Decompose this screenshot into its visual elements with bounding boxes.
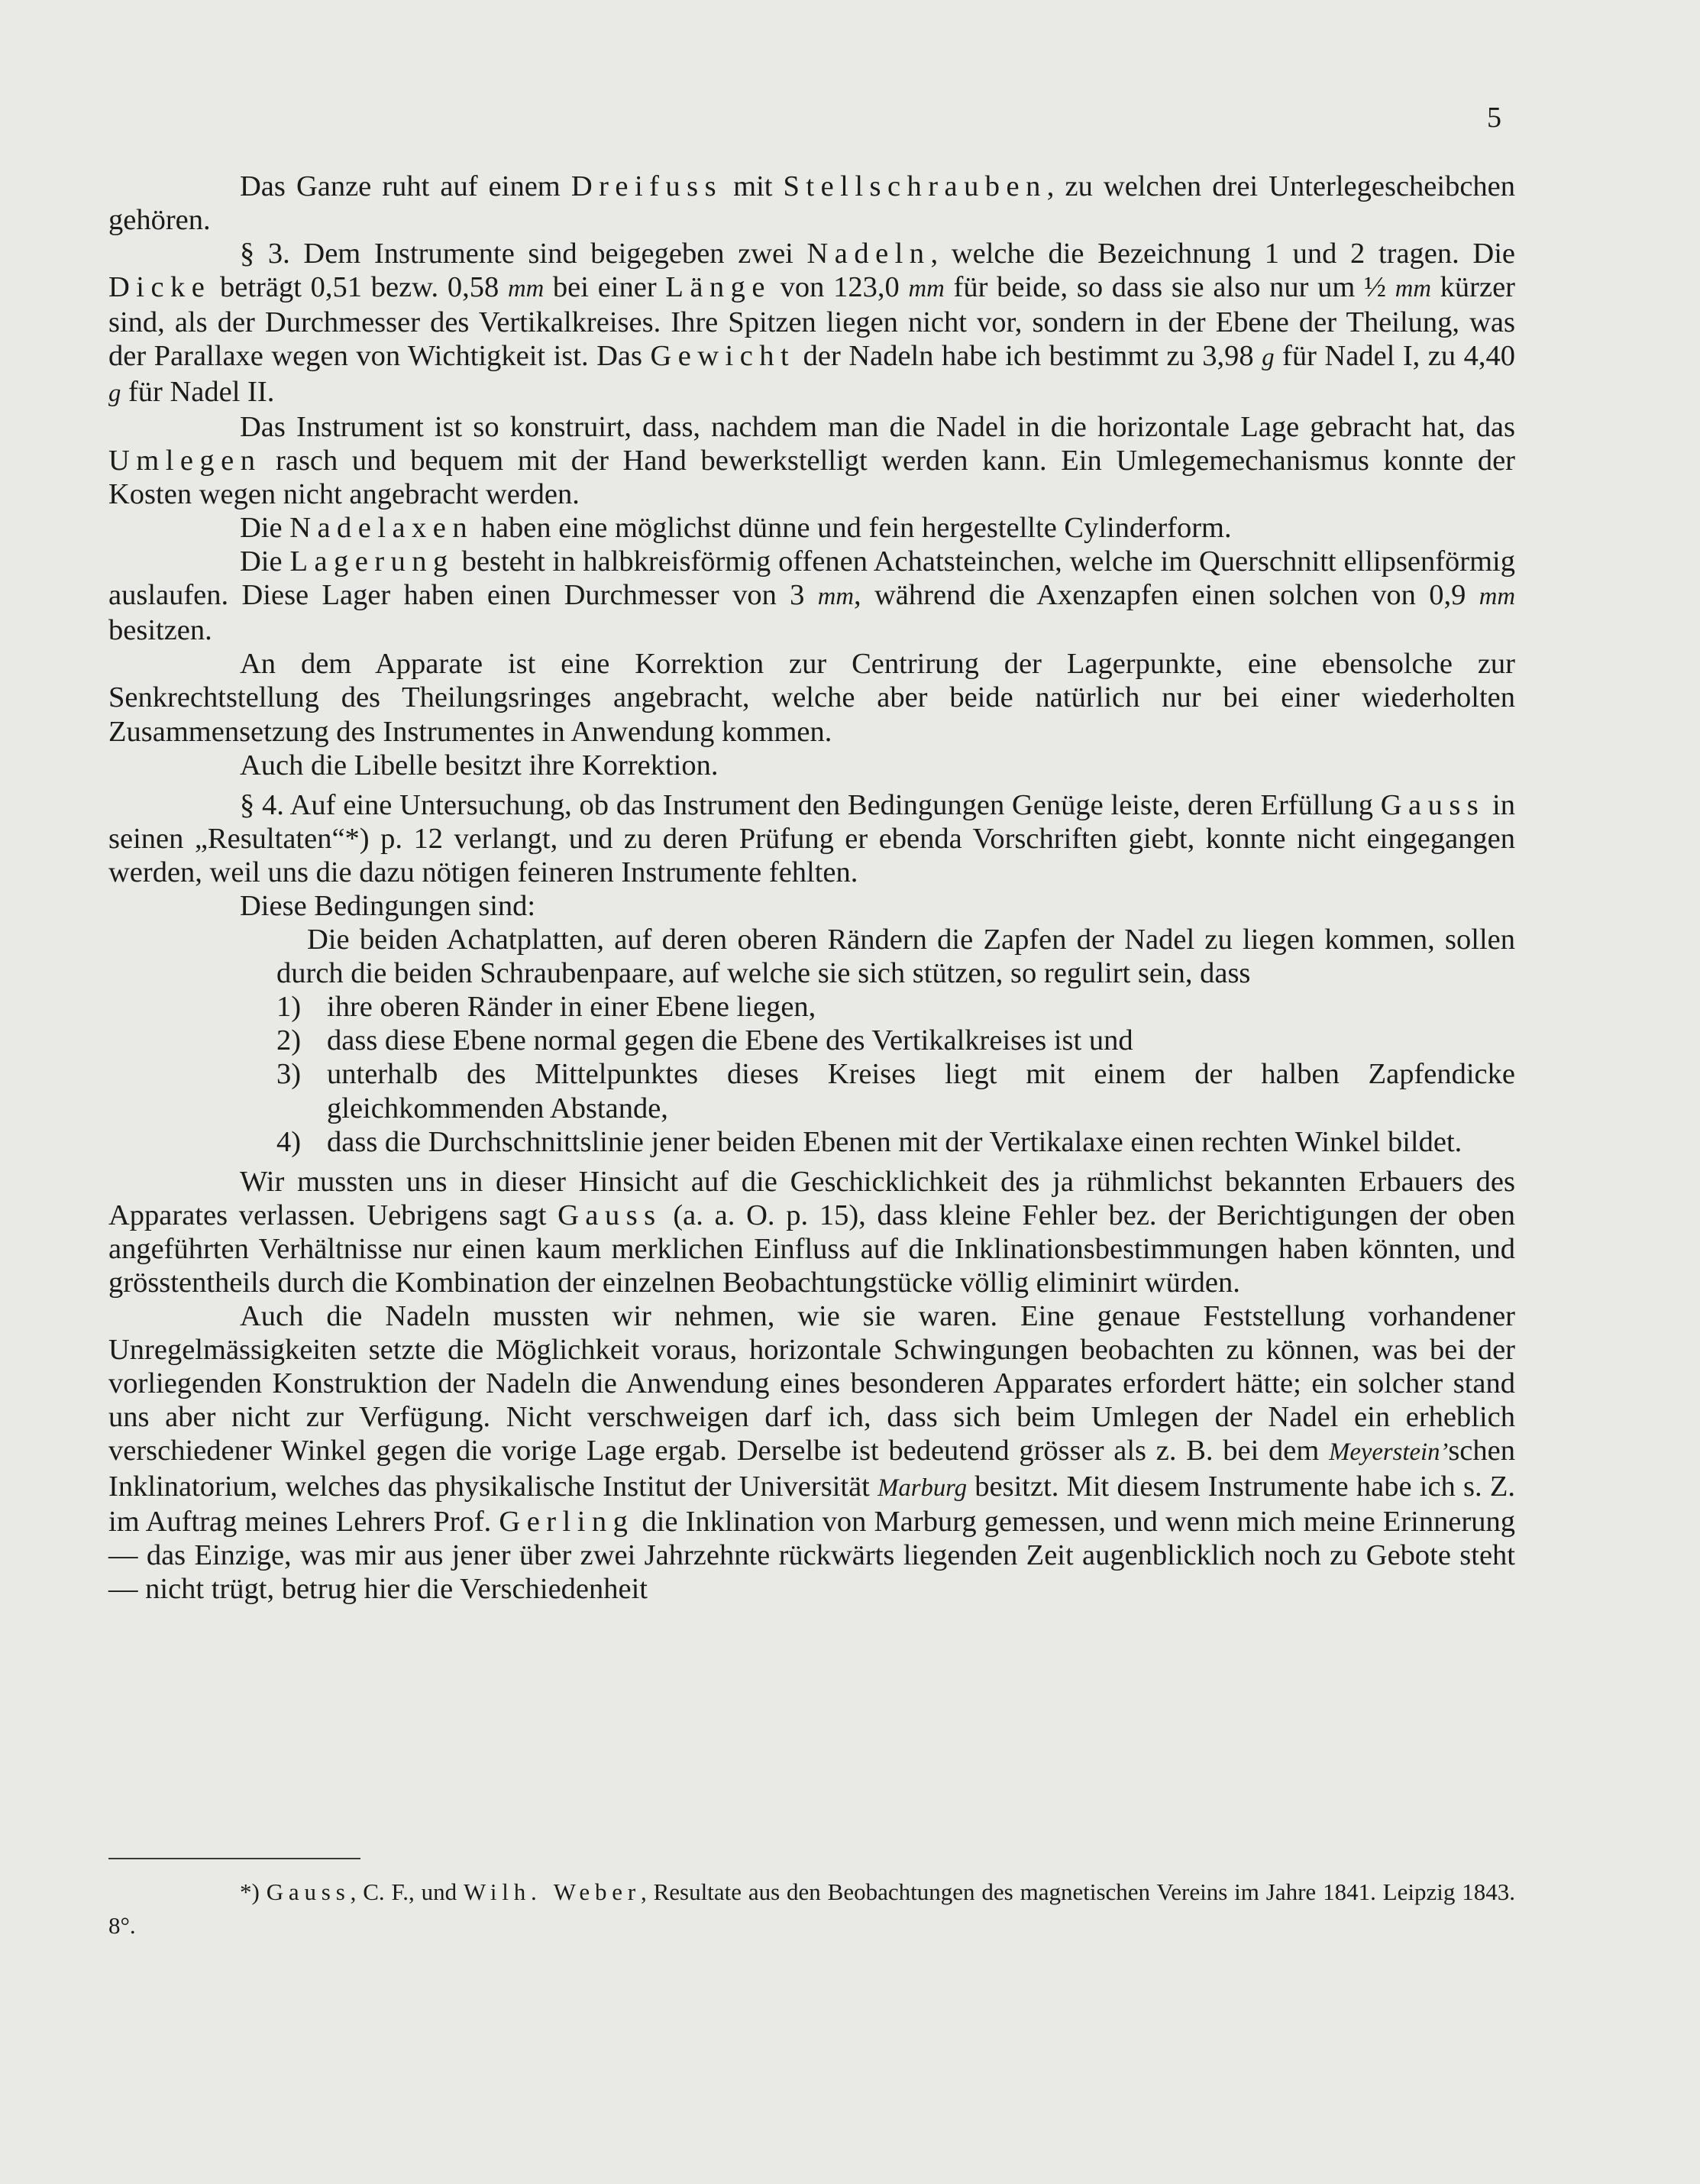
paragraph-construction: Das Instrument ist so konstruirt, dass, nachdem man die Nadel in die horizontale Lage gebracht hat, das Umlegen rasch und bequem mit der Hand bewerkstelligt werden kann. Ein Umlegemechanismus konnte der Kosten wegen nicht angebracht werden. bbox=[108, 410, 1515, 510]
footnote bbox=[108, 1875, 1515, 1943]
list-item-number: 4) bbox=[276, 1125, 302, 1158]
page-number: 5 bbox=[1487, 102, 1501, 134]
list-item bbox=[276, 1024, 1515, 1057]
paragraph-needle-axes: Die Nadelaxen haben eine möglichst dünne und fein hergestellte Cylinderform. bbox=[240, 511, 1232, 544]
list-item-text: dass die Durchschnittslinie jener beiden Ebenen mit der Vertikalaxe einen rechten Winkel bildet. bbox=[327, 1125, 1462, 1158]
list-item-text: unterhalb des Mittelpunktes dieses Kreises liegt mit einem der halben Zapfendicke gleichkommenden Abstande, bbox=[327, 1058, 1515, 1124]
conditions-list bbox=[276, 923, 1515, 1159]
paragraph-builder: Wir mussten uns in dieser Hinsicht auf die Geschicklichkeit des ja rühmlichst bekannten Erbauers des Apparates verlassen. Uebrigens sagt Gauss (a. a. O. p. 15), dass kleine Fehler bez. der Berichtigungen der oben angeführten Verhältnisse nur einen kaum merklichen Einfluss auf die Inklinationsbestimmungen haben könnten, und grösstentheils durch die Kombination der einzelnen Beobachtungstücke völlig eliminirt würden. bbox=[108, 1165, 1515, 1299]
list-item bbox=[276, 1125, 1515, 1159]
paragraph-correction: An dem Apparate ist eine Korrektion zur Centrirung der Lagerpunkte, eine ebensolche zur Senkrechtstellung des Theilungsringes angebracht, welche aber beide natürlich nur bei einer wiederholten Zusammensetzung des Instrumentes in Anwendung kommen. bbox=[108, 648, 1515, 748]
paragraph-bearing: Die Lagerung besteht in halbkreisförmig offenen Achatsteinchen, welche im Querschnitt ellipsenförmig auslaufen. Diese Lager haben einen Durchmesser von 3 mm, während die Axenzapfen einen solchen von 0,9 mm besitzen. bbox=[108, 545, 1515, 647]
main-text bbox=[108, 170, 1515, 1606]
list-item bbox=[276, 990, 1515, 1024]
paragraph-examination: § 4. Auf eine Untersuchung, ob das Instrument den Bedingungen Genüge leiste, deren Erfüllung Gauss in seinen „Resultaten“*) p. 12 verlangt, und zu deren Prüfung er ebenda Vorschriften giebt, konnte nicht eingegangen werden, weil uns die dazu nötigen feineren Instrumente fehlten. bbox=[108, 788, 1515, 888]
list-item-number: 2) bbox=[276, 1024, 302, 1057]
paragraph-needles: § 3. Dem Instrumente sind beigegeben zwei Nadeln, welche die Bezeichnung 1 und 2 tragen. Die Dicke beträgt 0,51 bezw. 0,58 mm bei einer Länge von 123,0 mm für beide, so dass sie also nur um ½ mm kürzer sind, als der Durchmesser des Vertikalkreises. Ihre Spitzen liegen nicht vor, sondern in der Ebene der Theilung, was der Parallaxe wegen von Wichtigkeit ist. Das Gewicht der Nadeln habe ich bestimmt zu 3,98 g für Nadel I, zu 4,40 g für Nadel II. bbox=[108, 238, 1516, 408]
paragraph-tripod: Das Ganze ruht auf einem Dreifuss mit Stellschrauben, zu welchen drei Unterlegescheibchen gehören. bbox=[108, 170, 1515, 237]
conditions-lead: Die beiden Achatplatten, auf deren oberen Rändern die Zapfen der Nadel zu liegen kommen, sollen durch die beiden Schraubenpaare, auf welche sie sich stützen, so regulirt sein, dass bbox=[276, 924, 1515, 990]
list-item-text: ihre oberen Ränder in einer Ebene liegen, bbox=[327, 991, 816, 1024]
footnote-text: *) Gauss, C. F., und Wilh. Weber, Resultate aus den Beobachtungen des magnetischen Vereins im Jahre 1841. Leipzig 1843. 8°. bbox=[108, 1878, 1516, 1939]
paragraph-needle-irregularities: Auch die Nadeln mussten wir nehmen, wie sie waren. Eine genaue Feststellung vorhandener Unregelmässigkeiten setzte die Möglichkeit voraus, horizontale Schwingungen beobachten zu können, was bei der vorliegenden Konstruktion der Nadeln die Anwendung eines besonderen Apparates erfordert hätte; ein solcher stand uns aber nicht zur Verfügung. Nicht verschweigen darf ich, dass sich beim Umlegen der Nadel ein erheblich verschiedener Winkel gegen die vorige Lage ergab. Derselbe ist bedeutend grösser als z. B. bei dem Meyerstein’schen Inklinatorium, welches das physikalische Institut der Universität Marburg besitzt. Mit diesem Instrumente habe ich s. Z. im Auftrag meines Lehrers Prof. Gerling die Inklination von Marburg gemessen, und wenn mich meine Erinnerung — das Einzige, was mir aus jener über zwei Jahrzehnte rückwärts liegenden Zeit augenblicklich noch zu Gebote steht — nicht trügt, betrug hier die Verschiedenheit bbox=[108, 1300, 1516, 1605]
list-item-text: dass diese Ebene normal gegen die Ebene des Vertikalkreises ist und bbox=[327, 1024, 1133, 1057]
list-item-number: 1) bbox=[276, 991, 302, 1024]
list-item bbox=[276, 1057, 1515, 1124]
list-item-number: 3) bbox=[276, 1058, 302, 1091]
paragraph-conditions-intro: Diese Bedingungen sind: bbox=[240, 889, 536, 922]
paragraph-level: Auch die Libelle besitzt ihre Korrektion. bbox=[240, 749, 719, 781]
footnote-divider bbox=[108, 1858, 360, 1859]
